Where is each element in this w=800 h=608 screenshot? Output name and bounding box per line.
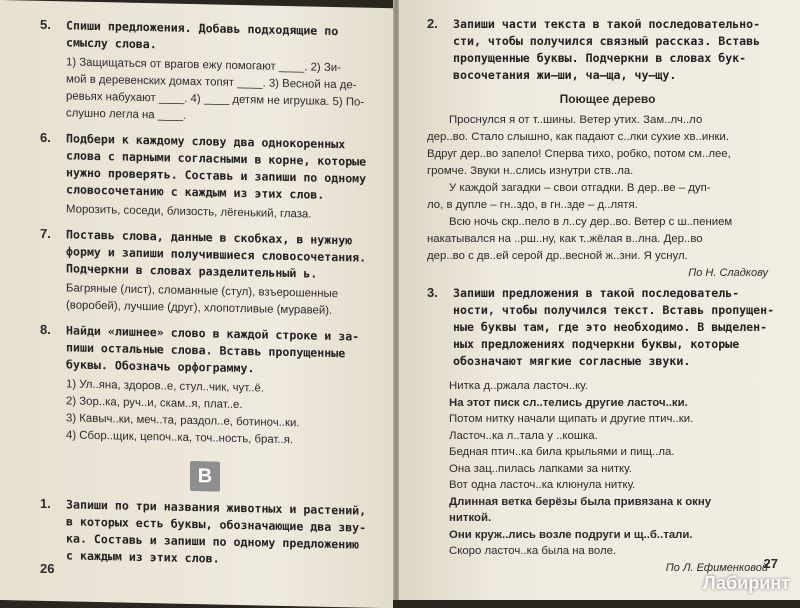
sentence-author: По Л. Ефименковой [665, 561, 768, 574]
task-instruction [453, 285, 788, 370]
text-line: (воробей), лучшие (друг), хлопотливые (муравей). [66, 299, 333, 317]
instruction-line: слова с парными согласными в корне, которые [66, 148, 367, 169]
sentence-line: Вот одна ласточ..ка клюнула нитку. [449, 479, 636, 491]
story-paragraph [427, 214, 788, 265]
instruction-line: форму и запиши получившиеся словосочетания. [66, 244, 367, 265]
instruction-line: Подбери к каждому слову два однокоренных [66, 131, 346, 152]
text-line: мой в деревенских домах топят ____. 3) Весной на де- [66, 73, 357, 92]
section-marker-b: В [190, 461, 220, 492]
instruction-line: буквы. Обозначь орфограмму. [66, 357, 255, 376]
task-instruction [66, 226, 373, 283]
task-text [66, 54, 373, 128]
sentence-line: ниткой. [449, 512, 492, 524]
text-line: Всю ночь скр..пело в л..су дер..во. Ветер с ш..пением [449, 216, 733, 228]
instruction-line: смыслу слова. [66, 35, 157, 52]
sentence-line: Скоро ласточ..ка была на воле. [449, 545, 617, 557]
task-number: 6. [40, 129, 51, 146]
text-line: 2) Зор..ка, руч..и, скам..я, плат..е. [66, 395, 243, 412]
story-paragraph [427, 180, 788, 214]
text-line: 1) Ул..яна, здоров..е, стул..чик, чут..ё. [66, 378, 265, 395]
instruction-line: Спиши предложения. Добавь подходящие по [66, 18, 339, 39]
task-text [66, 376, 373, 450]
sentence-line: Они круж..лись возле подруги и щ..б..тали. [449, 528, 693, 541]
text-line: Вдруг дер..во запело! Сперва тихо, робко, потом см..лее, [427, 148, 731, 160]
watermark-logo: Лабиринт [702, 573, 790, 593]
instruction-line: Запиши предложения в такой последователь- [453, 286, 740, 300]
task-number: 7. [40, 225, 51, 242]
text-line: громче. Звуки н..слись изнутри ств..ла. [427, 165, 634, 177]
task-instruction [66, 496, 373, 570]
story-paragraph [427, 112, 788, 180]
text-line: ревьях набухают ____. 4) ____ детям не игрушка. 5) По- [66, 90, 365, 109]
sentence-line: Она зац..пилась лапками за нитку. [449, 462, 632, 475]
sentence-line: Нитка д..ржала ласточ..ку. [449, 380, 588, 392]
sentence-line: Бедная птич..ка била крыльями и пищ..ла. [449, 446, 675, 458]
instruction-line: ные буквы там, где это необходимо. В выделен- [453, 320, 768, 334]
instruction-line: в которых есть буквы, обозначающие два зву- [66, 514, 367, 535]
task-3 [427, 285, 788, 370]
instruction-line: Запиши части текста в такой последовательно- [453, 17, 761, 31]
task-text: Морозить, соседи, близость, лёгенький, глаза. [66, 203, 312, 221]
text-line: дер..во с дв..ей серой др..весной ж..зни. Я уснул. [427, 250, 688, 262]
text-line: ло, в дупле – гн..здо, в гн..зде – д..лятя. [427, 199, 638, 211]
task-instruction [66, 322, 373, 379]
task-5 [40, 17, 373, 129]
instruction-line: нужно проверять. Составь и запиши по одному [66, 165, 367, 186]
text-line: Багряные (лист), сломанные (стул), взъерошенные [66, 282, 339, 301]
task-text [66, 280, 373, 320]
instruction-line: Подчеркни в словах разделительный ь. [66, 261, 318, 281]
instruction-line: ка. Составь и запиши по одному предложению [66, 531, 360, 552]
task-8 [40, 322, 373, 451]
instruction-line: пропущенные буквы. Подчеркни в словах бук- [453, 51, 747, 65]
instruction-line: обозначают мягкие согласные звуки. [453, 354, 691, 368]
instruction-line: восочетания жи–ши, ча–ща, чу–щу. [453, 68, 677, 82]
sentence-list [427, 378, 788, 560]
task-number: 8. [40, 321, 51, 338]
task-2 [427, 16, 788, 84]
instruction-line: Найди «лишнее» слово в каждой строке и за- [66, 323, 360, 344]
instruction-line: пиши остальные слова. Вставь пропущенные [66, 340, 346, 361]
task-1 [40, 496, 373, 571]
task-instruction [453, 16, 788, 84]
text-line: накатывался на ..рш..ну, как т..жёлая в..лна. Дер..во [427, 233, 703, 245]
text-line: дер..во. Стало слышно, как падают с..лки сухие хв..инки. [427, 131, 730, 143]
text-line: У каждой загадки – свои отгадки. В дер..ве – дуп- [449, 182, 711, 194]
task-instruction [66, 17, 373, 57]
instruction-line: с каждым из этих слов. [66, 548, 220, 566]
task-number: 3. [427, 285, 438, 300]
sentence-line: Длинная ветка берёзы была привязана к окну [449, 495, 712, 508]
text-line: 3) Кавыч..ки, меч..та, раздол..е, ботиноч..ки. [66, 412, 300, 430]
page-number: 27 [763, 556, 778, 571]
page-number: 26 [40, 560, 55, 577]
left-page [0, 0, 393, 608]
text-line: 4) Сбор..щик, цепоч..ка, точ..ность, брат..я. [66, 429, 294, 447]
task-7 [40, 226, 373, 321]
story-title: Поющее дерево [559, 92, 656, 106]
instruction-line: Запиши по три названия животных и растений, [66, 497, 367, 518]
text-line: Проснулся я от т..шины. Ветер утих. Зам..лч..ло [449, 114, 703, 126]
sentence-line: Потом нитку начали щипать и другие птич..ки. [449, 413, 694, 425]
instruction-line: сти, чтобы получился связный рассказ. Вставь [453, 34, 761, 48]
instruction-line: ности, чтобы получился текст. Вставь пропущен- [453, 303, 775, 317]
text-line: слушно легла на ____. [66, 107, 187, 122]
task-6 [40, 130, 373, 225]
right-page [399, 0, 800, 600]
task-number: 1. [40, 495, 51, 512]
text-line: 1) Защищаться от врагов ежу помогают ____. 2) Зи- [66, 56, 341, 75]
instruction-line: словосочетанию с каждым из этих слов. [66, 182, 325, 202]
story-author: По Н. Сладкову [688, 267, 768, 279]
instruction-line: ных предложениях подчеркни буквы, которые [453, 337, 740, 351]
instruction-line: Поставь слова, данные в скобках, в нужную [66, 227, 353, 248]
sentence-line: Ласточ..ка л..тала у ..кошка. [449, 429, 598, 442]
task-number: 5. [40, 16, 51, 33]
task-number: 2. [427, 16, 438, 31]
task-instruction [66, 130, 373, 204]
sentence-line: На этот писк сл..телись другие ласточ..ки. [449, 396, 688, 409]
